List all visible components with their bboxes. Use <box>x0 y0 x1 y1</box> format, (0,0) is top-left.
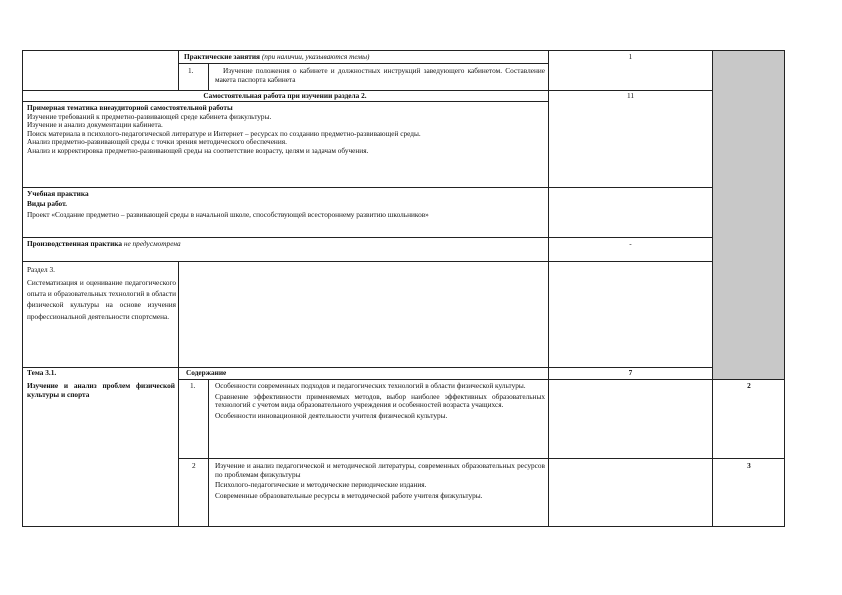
list-item: Поиск материала в психолого-педагогической литературе и Интернет – ресурсах по созданию предметно-развивающей среды. <box>27 128 421 138</box>
col-divider-left <box>178 50 179 90</box>
content-item-num: 1. <box>190 381 196 390</box>
practical-heading: Практические занятия (при наличии, указываются темы) <box>184 52 370 61</box>
row-line-independent-sub <box>22 101 548 102</box>
row-line-content <box>178 379 785 380</box>
level-value: 2 <box>747 381 751 390</box>
list-item: Анализ и корректировка предметно-развивающей среды на соответствие возрасту, целям и задачам обучения. <box>27 145 369 155</box>
list-item: Изучение и анализ документации кабинета. <box>27 120 163 130</box>
col-divider-level <box>712 50 713 527</box>
list-item: Изучение требований к предметно-развивающей среде кабинета физкультуры. <box>27 111 272 121</box>
row-line-production <box>22 237 712 238</box>
content-label: Содержание <box>186 368 227 377</box>
independent-subheading: Примерная тематика внеаудиторной самостоятельной работы <box>27 103 233 112</box>
practical-item-num: 1. <box>188 66 194 75</box>
independent-heading: Самостоятельная работа при изучении раздела 2. <box>203 91 367 100</box>
level-value: 3 <box>747 461 751 470</box>
row-line-training <box>22 187 712 188</box>
content-item-num: 2 <box>192 461 196 470</box>
section3-title: Раздел 3. <box>27 265 55 274</box>
content-item-1: Особенности современных подходов и педагогических технологий в области физической культуры. Сравнение эффективности применяемых методов, выбор наиболее эффективных образовательных технологий с учетом вида образовательного учреждения и особенностей возраста учащихся. Особенности инновационной деятельности учителя физической культуры. <box>215 381 545 420</box>
num-divider-2 <box>208 379 209 527</box>
section3-text: Систематизация и оценивание педагогического опыта и образовательных технологий в области физической культуры на основе изучения профессиональной деятельности спортсмена. <box>27 278 176 321</box>
topic31-name: Изучение и анализ проблем физической культуры и спорта <box>27 381 175 399</box>
list-item: Анализ предметно-развивающей среды с точки зрения методического обеспечения. <box>27 137 287 147</box>
row-line-topic31 <box>22 367 712 368</box>
topic31-hours: 7 <box>628 368 633 377</box>
independent-hours: 11 <box>626 91 635 100</box>
production-hours: - <box>629 239 632 248</box>
production-practice: Производственная практика не предусмотрена <box>27 239 181 248</box>
training-project: Проект «Создание предметно – развивающей среды в начальной школе, способствующей всестороннему развитию школьников» <box>27 210 429 220</box>
content-item-2: Изучение и анализ педагогической и методической литературы, современных образовательных ресурсов по проблемам физкультуры Психолого-педагогические и методические периодические издания. Современные образовательные ресурсы в методической работе учителя физкультуры. <box>215 461 545 500</box>
topic31-title: Тема 3.1. <box>27 368 57 377</box>
row-line-item2 <box>178 458 785 459</box>
row-line-section3 <box>22 261 712 262</box>
num-divider-1 <box>208 63 209 90</box>
row-line-practical <box>178 63 548 64</box>
training-types: Виды работ. <box>27 198 67 208</box>
col-divider-left-lower <box>178 261 179 527</box>
row-line-independent <box>22 90 712 91</box>
practical-item-text: Изучение положения о кабинете и должностных инструкций заведующего кабинетом. Составление макета паспорта кабинета <box>215 66 545 84</box>
col-divider-hours <box>548 50 549 527</box>
training-heading: Учебная практика <box>27 189 89 198</box>
training-practice <box>27 190 546 220</box>
practical-hours: 1 <box>628 52 633 61</box>
independent-content <box>27 104 546 156</box>
